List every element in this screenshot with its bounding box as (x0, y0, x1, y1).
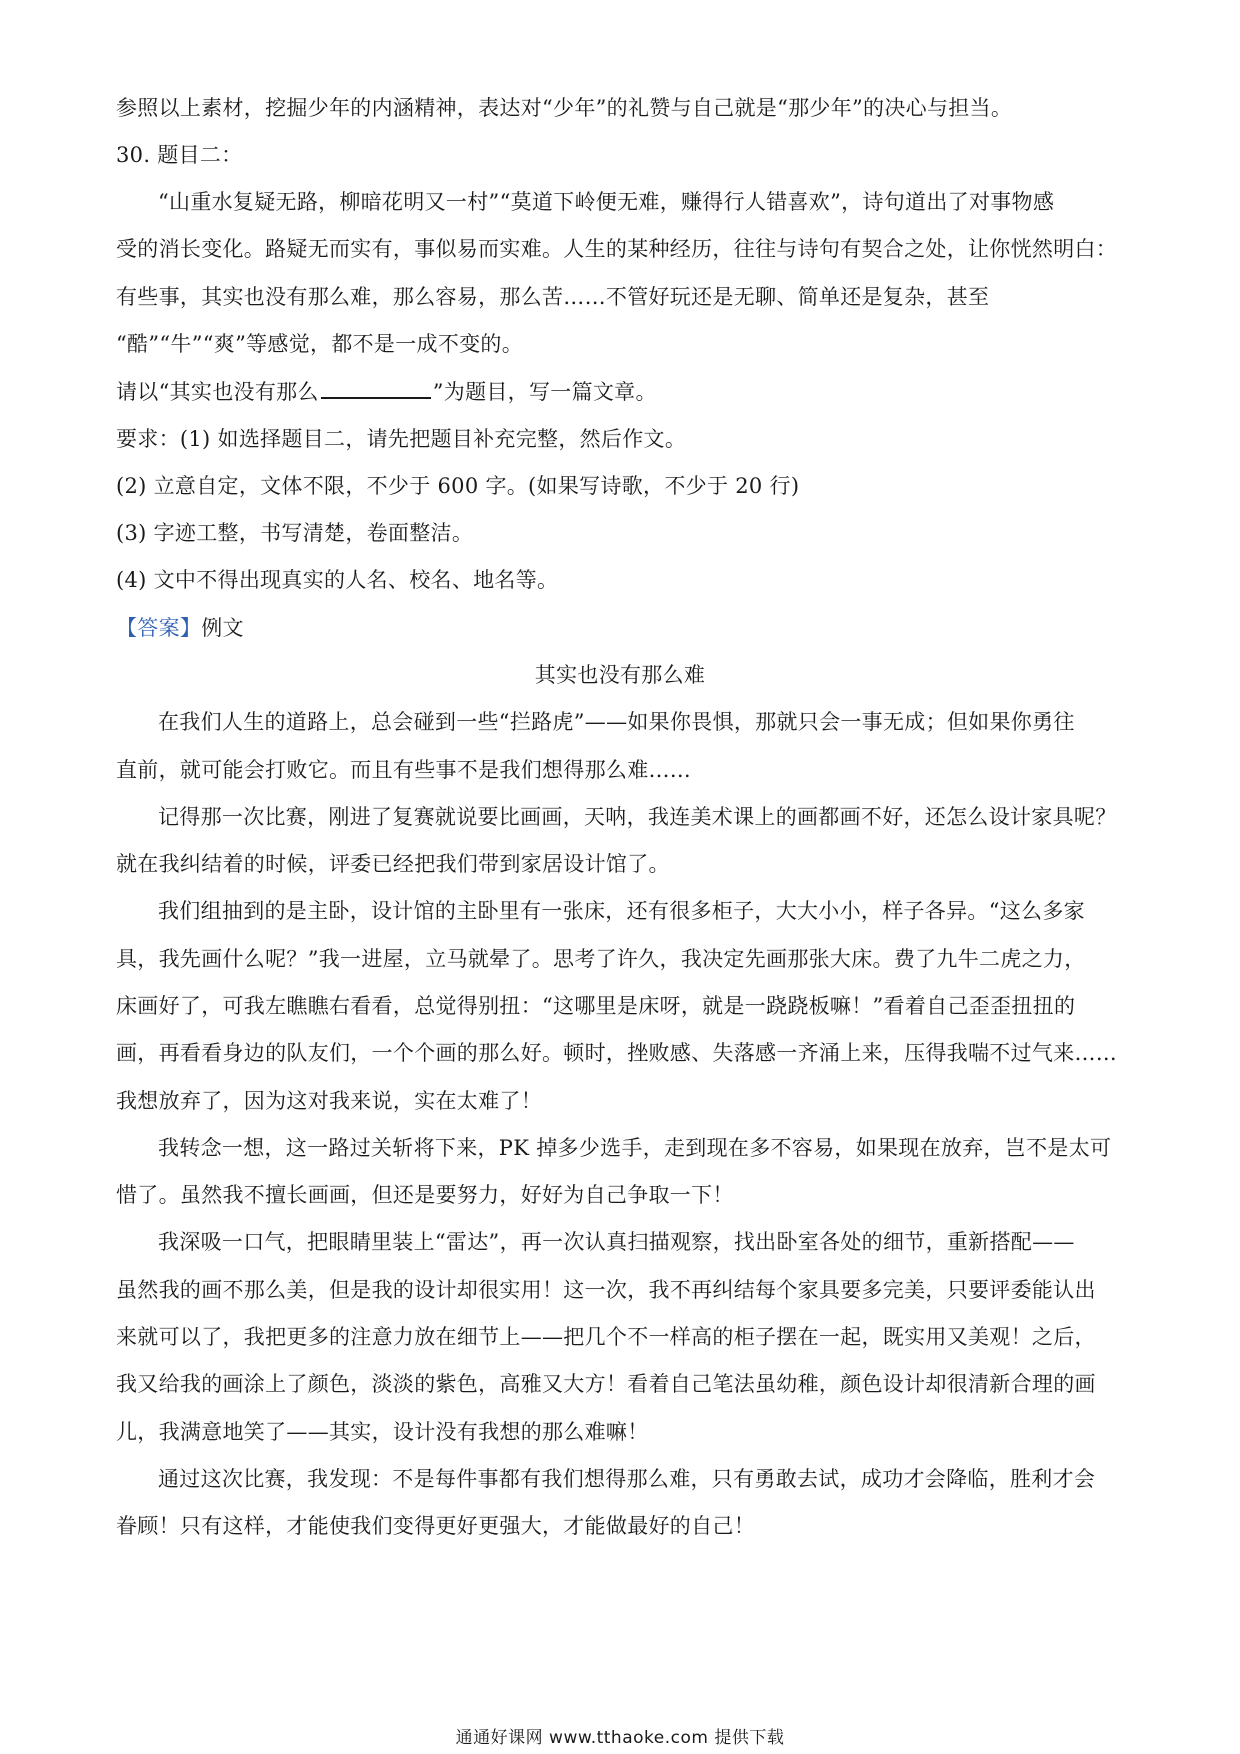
requirement-1: 要求：(1) 如选择题目二，请先把题目补充完整，然后作文。 (116, 427, 687, 451)
requirement-4: (4) 文中不得出现真实的人名、校名、地名等。 (116, 568, 559, 592)
essay-paragraph-line: 来就可以了，我把更多的注意力放在细节上——把几个不一样高的柜子摆在一起，既实用又美观！之后， (116, 1325, 1096, 1349)
essay-paragraph-line: 床画好了，可我左瞧瞧右看看，总觉得别扭：“这哪里是床呀，就是一跷跷板嘛！”看着自己歪歪扭扭的 (116, 994, 1076, 1018)
answer-label: 例文 (201, 616, 244, 640)
requirement-2: (2) 立意自定，文体不限，不少于 600 字。(如果写诗歌，不少于 20 行) (116, 474, 800, 498)
essay-paragraph-line: 通过这次比赛，我发现：不是每件事都有我们想得那么难，只有勇敢去试，成功才会降临，胜利才会 (158, 1467, 1096, 1491)
essay-paragraph-line: 虽然我的画不那么美，但是我的设计却很实用！这一次，我不再纠结每个家具要多完美，只要评委能认出 (116, 1278, 1096, 1302)
essay-paragraph-line: 眷顾！只有这样，才能使我们变得更好更强大，才能做最好的自己！ (116, 1514, 755, 1538)
title-instruction (116, 377, 1136, 406)
answer-heading (116, 614, 1136, 642)
essay-paragraph-line: 我想放弃了，因为这对我来说，实在太难了！ (116, 1089, 542, 1113)
essay-paragraph-line: 在我们人生的道路上，总会碰到一些“拦路虎”——如果你畏惧，那就只会一事无成；但如果你勇往 (158, 710, 1075, 734)
prompt-text-line: “酷”“牛”“爽”等感觉，都不是一成不变的。 (116, 332, 524, 356)
essay-paragraph-line: 我深吸一口气，把眼睛里装上“雷达”，再一次认真扫描观察，找出卧室各处的细节，重新搭配—— (158, 1230, 1075, 1254)
title-instruction-before: 请以“其实也没有那么 (116, 380, 319, 404)
essay-paragraph-line: 我转念一想，这一路过关斩将下来，PK 掉多少选手，走到现在多不容易，如果现在放弃，岂不是太可 (158, 1136, 1112, 1160)
requirement-3: (3) 字迹工整，书写清楚，卷面整洁。 (116, 521, 474, 545)
essay-paragraph-line: 我又给我的画涂上了颜色，淡淡的紫色，高雅又大方！看着自己笔法虽幼稚，颜色设计却很清新合理的画 (116, 1372, 1096, 1396)
essay-paragraph-line: 儿，我满意地笑了——其实，设计没有我想的那么难嘛！ (116, 1420, 649, 1444)
question-number: 30. 题目二： (116, 143, 243, 167)
prompt-text-line: 有些事，其实也没有那么难，那么容易，那么苦……不管好玩还是无聊、简单还是复杂，甚至 (116, 285, 990, 309)
essay-paragraph-line: 我们组抽到的是主卧，设计馆的主卧里有一张床，还有很多柜子，大大小小，样子各异。“这么多家 (158, 899, 1085, 923)
title-blank (321, 377, 431, 399)
material-instruction: 参照以上素材，挖掘少年的内涵精神，表达对“少年”的礼赞与自己就是“那少年”的决心与担当。 (116, 96, 1013, 120)
essay-paragraph-line: 具，我先画什么呢？”我一进屋，立马就晕了。思考了许久，我决定先画那张大床。费了九牛二虎之力， (116, 947, 1086, 971)
essay-paragraph-line: 直前，就可能会打败它。而且有些事不是我们想得那么难…… (116, 758, 692, 782)
essay-paragraph-line: 画，再看看身边的队友们，一个个画的那么好。顿时，挫败感、失落感一齐涌上来，压得我喘不过气来…… (116, 1041, 1118, 1065)
essay-title: 其实也没有那么难 (534, 663, 706, 687)
essay-paragraph-line: 惜了。虽然我不擅长画画，但还是要努力，好好为自己争取一下！ (116, 1183, 734, 1207)
essay-paragraph-line: 记得那一次比赛，刚进了复赛就说要比画画，天呐，我连美术课上的画都画不好，还怎么设计家具呢？ (158, 805, 1117, 829)
title-instruction-after: ”为题目，写一篇文章。 (432, 380, 657, 404)
page-footer: 通通好课网 www.tthaoke.com 提供下载 (455, 1728, 785, 1748)
prompt-text-line: “山重水复疑无路，柳暗花明又一村”“莫道下岭便无难，赚得行人错喜欢”，诗句道出了对事物感 (158, 190, 1055, 214)
essay-paragraph-line: 就在我纠结着的时候，评委已经把我们带到家居设计馆了。 (116, 852, 670, 876)
prompt-text-line: 受的消长变化。路疑无而实有，事似易而实难。人生的某种经历，往往与诗句有契合之处，让你恍然明白： (116, 237, 1118, 261)
answer-tag: 【答案】 (116, 616, 202, 640)
